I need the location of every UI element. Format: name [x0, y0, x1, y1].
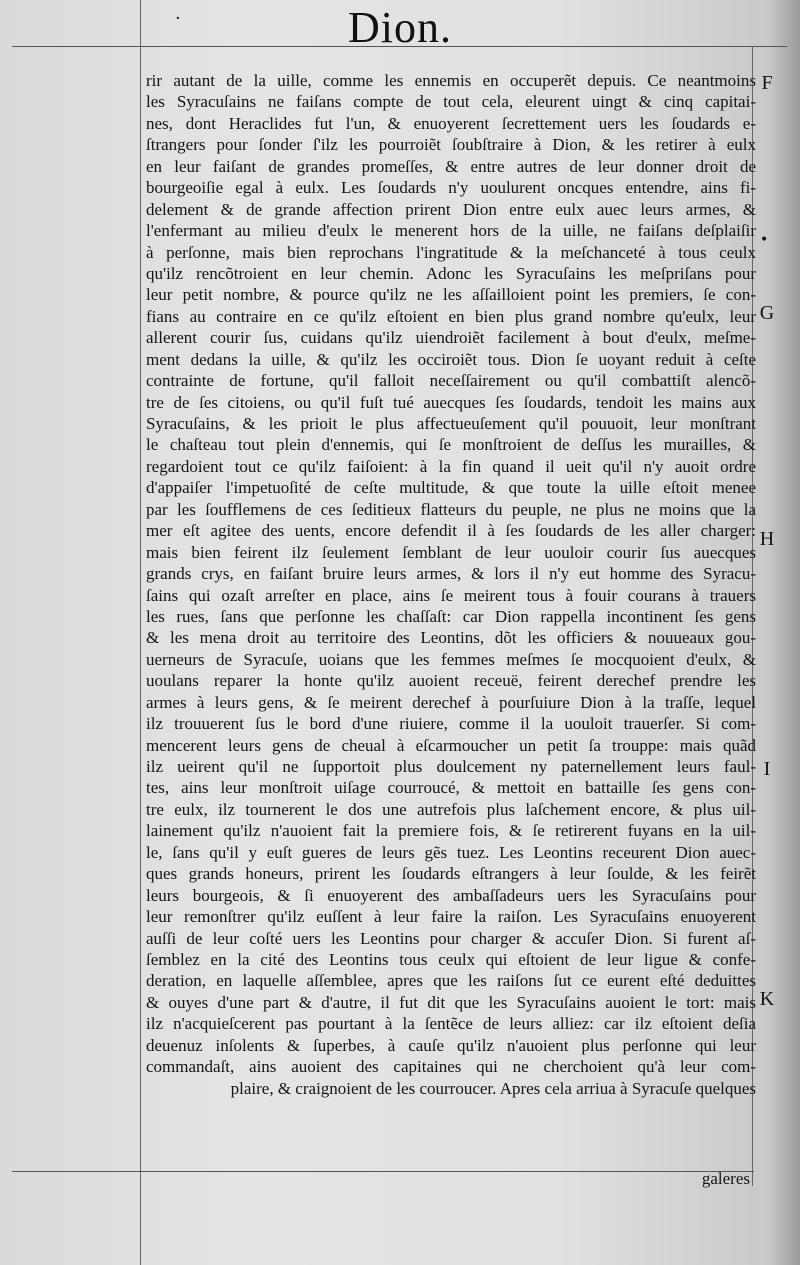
text-line: ques grands honeurs, prirent les ſoudards eſtrangers à leur ſoulde, & les feirẽt — [146, 864, 756, 884]
text-line: auſſi de leur coſté uers les Leontins pour charger & accuſer Dion. Si furent aſ- — [146, 928, 756, 948]
text-line: les rues, ſans que perſonne les chaſſaſt: car Dion rappella incontinent ſes gens — [146, 606, 756, 626]
text-line: & ouyes d'une part & d'autre, il fut dit que les Syracuſains auoient le tort: mais — [146, 992, 756, 1012]
text-line: armes à leurs gens, & ſe meirent derechef à pourſuiure Dion à la traſſe, lequel — [146, 692, 756, 712]
text-line: leur petit nombre, & pource qu'ilz ne les aſſailloient point les premiers, ſe con- — [146, 285, 756, 305]
text-line: en leur faiſant de grandes promeſſes, & entre autres de leur donner droit de — [146, 156, 756, 176]
text-line: lainement qu'ilz n'auoient fait la premiere fois, & ſe retirerent fuyans en la uil- — [146, 821, 756, 841]
margin-letter-g: G — [759, 302, 775, 324]
text-line: plaire, & craignoient de les courroucer. Apres cela arriua à Syracuſe quelques — [230, 1078, 756, 1098]
text-line: à perſonne, mais bien reprochans l'ingratitude & la meſchanceté à tous ceulx — [146, 242, 756, 262]
text-line: tre eulx, ilz tournerent le dos une autrefois plus laſchement encore, & plus uil- — [146, 799, 756, 819]
text-line: ſains qui ozaſt arreſter en place, ains ſe meirent tous à fouir courans à trauers — [146, 585, 756, 605]
text-line: mer eſt agitee des uents, encore defendit il à ſes ſoudards de les aller charger: — [146, 521, 756, 541]
text-line: ilz trouuerent ſus le bord d'une riuiere, comme il la uouloit trauerſer. Si com- — [146, 714, 756, 734]
text-line: tre de ſes citoiens, ou qu'il fuſt tué auecques ſes ſoudards, tendoit les mains aux — [146, 392, 756, 412]
text-line: bourgeoiſie egal à eulx. Les ſoudards n'y uoulurent oncques entendre, ains fi- — [146, 178, 756, 198]
text-line: mais bien feirent ilz ſeulement ſemblant de leur uouloir courir ſus auecques — [146, 542, 756, 562]
text-line: mencerent leurs gens de cheual à eſcarmoucher un petit ſa trouppe: mais quãd — [146, 735, 756, 755]
text-line: rir autant de la uille, comme les ennemis en occuperẽt depuis. Ce neantmoins — [146, 71, 756, 90]
main-text — [146, 70, 756, 1099]
margin-dot: • — [760, 232, 769, 248]
text-line: les Syracuſains ne faiſans compte de tout cela, eleurent uingt & cinq capitai- — [146, 92, 756, 112]
text-line: ilz n'acquieſcerent pas pourtant à la ſentẽce de leurs alliez: car ilz eſtoient deſia — [146, 1014, 756, 1034]
text-line: fians au contraire en ce qu'ilz eſtoient en bien plus grand nombre qu'eulx, leur — [146, 306, 756, 326]
catchword: galeres — [701, 1169, 750, 1188]
text-line: ment dedans la uille, & qu'ilz les occiroiẽt tous. Dion ſe uoyant reduit à ceſte — [146, 349, 756, 369]
margin-letter-h: H — [759, 528, 775, 550]
text-line: grands crys, en faiſant bruire leurs armes, & lors il n'y eut homme des Syracu- — [146, 564, 756, 584]
text-line: l'enfermant au milieu d'eulx le menerent hors de la uille, ne faiſans deſplaiſir — [146, 221, 756, 241]
text-line: ſemblez en la cité des Leontins tous ceulx qui eſtoient de leur ligue & confe- — [146, 949, 756, 969]
text-line: leurs bourgeois, & ſi enuoyerent des ambaſſadeurs uers les Syracuſains pour — [146, 885, 756, 905]
text-line: uoulans reparer la honte qu'ilz auoient receuë, feirent derechef prendre les — [146, 671, 756, 691]
left-margin-rule — [140, 0, 141, 1265]
margin-letter-i: I — [763, 758, 771, 780]
margin-letter-f: F — [761, 72, 773, 94]
ornament-dot: · — [175, 8, 181, 29]
text-line: contrainte de fortune, qu'il falloit neceſſairement ou qu'il combattiſt alencõ- — [146, 371, 756, 391]
margin-letter-k: K — [759, 988, 775, 1010]
running-head: Dion. — [348, 3, 452, 52]
text-line: uerneurs de Syracuſe, uoians que les femmes meſmes ſe mocquoient d'eulx, & — [146, 649, 756, 669]
text-line: commandaſt, ains auoient des capitaines qui ne cherchoient qu'à leur com- — [146, 1057, 756, 1077]
text-line: deration, en laquelle aſſemblee, apres que les raiſons ſut ce eurent eſté deduittes — [146, 971, 756, 991]
text-line: regardoient tout ce qu'ilz faiſoient: à la fin quand il ueit qu'il n'y auoit ordre — [146, 456, 756, 476]
text-line: qu'ilz rencõtroient en leur chemin. Adonc les Syracuſains les meſpriſans pour — [146, 263, 756, 283]
text-line: le chaſteau tout plein d'ennemis, qui ſe monſtroient de deſſus les murailles, & — [146, 435, 756, 455]
text-line: nes, dont Heraclides fut l'un, & enuoyerent ſecrettement uers les ſoudards e- — [146, 113, 756, 133]
text-line: deuenuz inſolents & ſuperbes, à cauſe qu'ilz n'auoient plus perſonne qui leur — [146, 1035, 756, 1055]
text-line: d'appaiſer l'impetuoſité de ceſte multitude, & que toute la uille eſtoit menee — [146, 478, 756, 498]
text-line: ilz ueirent qu'il ne ſupportoit plus doulcement ny paternellement leurs faul- — [146, 757, 756, 776]
text-line: tes, ains leur monſtroit uiſage courroucé, & mettoit en battaille ſes gens con- — [146, 778, 756, 798]
text-line: leur remonſtrer qu'ilz euſſent à leur faire la raiſon. Les Syracuſains enuoyerent — [146, 907, 756, 927]
text-line: ſtrangers pour ſonder ſ'ilz les pourroiẽt ſoubſtraire à Dion, & les retirer à eulx — [146, 135, 756, 155]
text-line: le, ſans qu'il y euſt gueres de leurs gẽs tuez. Les Leontins receurent Dion auec- — [146, 842, 756, 862]
text-line: par les ſoufflemens de ces ſeditieux flatteurs du peuple, ne plus ne moins que la — [146, 499, 756, 519]
text-line: allerent courir ſus, cuidans qu'ilz uiendroiẽt facilement à bout d'eulx, meſme- — [146, 328, 756, 348]
text-line: & les mena droit au territoire des Leontins, dõt les officiers & nouueaux gou- — [146, 628, 756, 648]
text-line: Syracuſains, & les prioit le plus affectueuſement qu'il pouuoit, leur monſtrant — [146, 414, 756, 433]
text-line: delement & de grande affection prirent Dion entre eulx auec leurs armes, & — [146, 199, 756, 219]
